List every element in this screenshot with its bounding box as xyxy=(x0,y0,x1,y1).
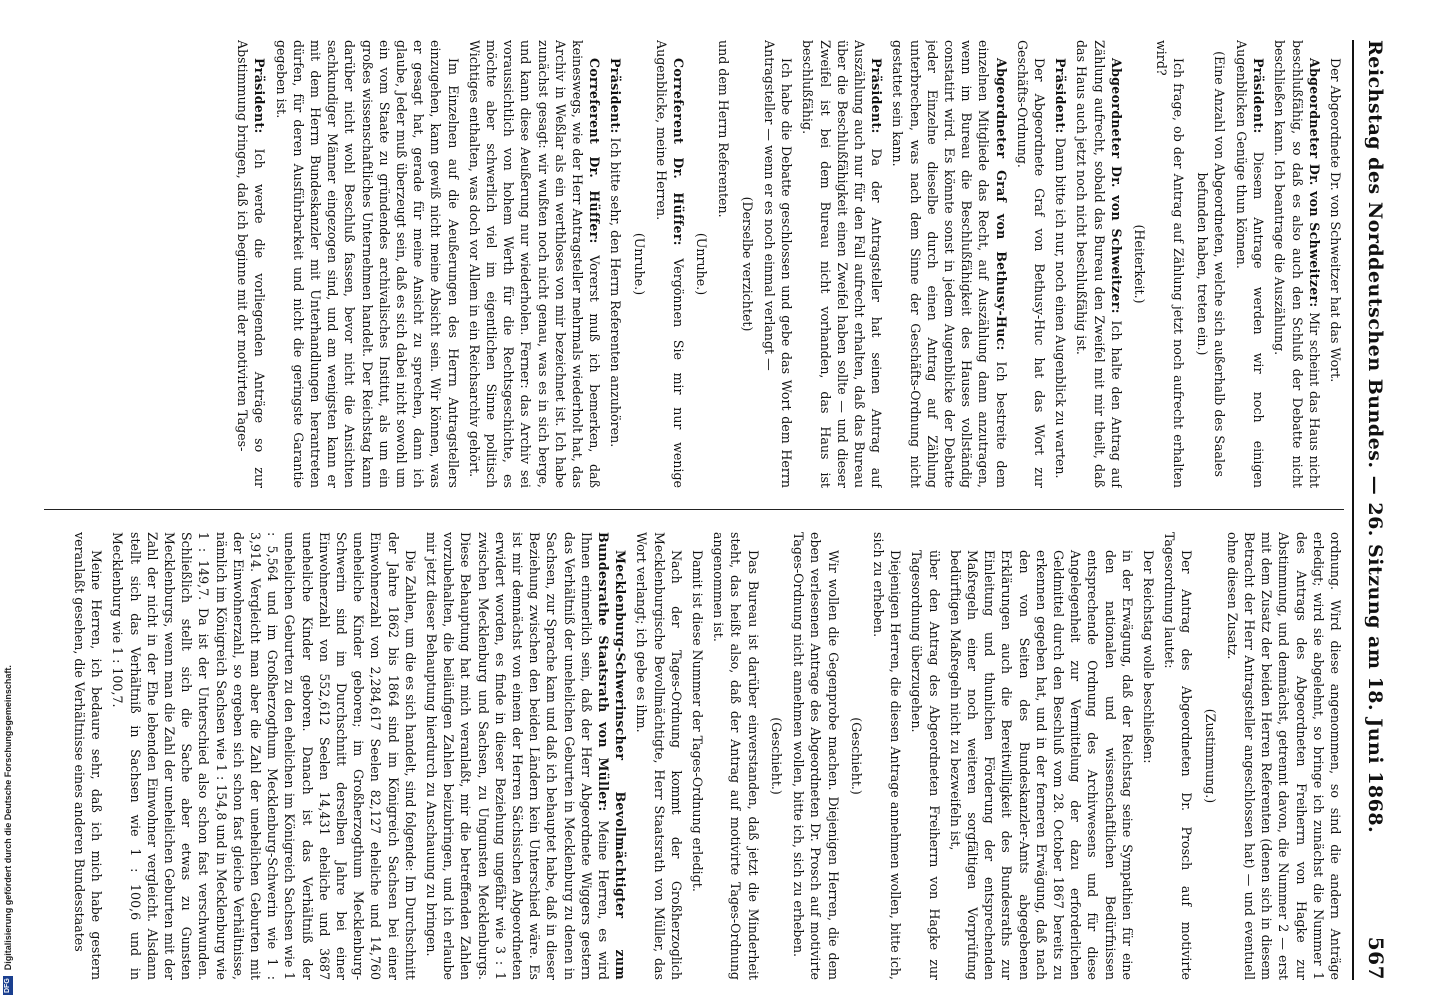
paragraph xyxy=(1153,40,1187,488)
speaker-name: Correferent Dr. Hüffer: xyxy=(671,58,687,246)
speaker-name: Mecklenburg-Schwerinscher Bevollmächtigter zum Bundesrathe Staatsrath von Müller: xyxy=(596,532,629,980)
paragraph xyxy=(1271,40,1323,488)
paragraph-text: Vorerst muß ich bemerken, daß keineswegs, wie der Herr Antragsteller mehrmals wiederholt hat, das Archiv in Weßlar als ein werthloses von mir bezeichnet ist. Ich habe zunächst gesagt: wir wußten noch nicht genau, was es in sich berge, und kann diese Aeußerung nur wiederholen. Ferner: das Archiv sei voraussichtlich von hohem Werth für die Rechtsgeschichte, es möchte aber schwerlich viel im eigentlichen Sinne politisch Wichtiges enthalten, was doch vor Allem in ein Reichsarchiv gehört. xyxy=(466,40,603,488)
paragraph-text: Diesem Antrage werden wir noch einigen Augenblicken Genüge thun können. xyxy=(1233,40,1267,488)
stage-direction xyxy=(1201,532,1218,980)
paragraph-text: Ich werde die vorliegenden Anträge so zur Abstimmung bringen, daß ich beginne mit der motivirten Tages- xyxy=(235,40,268,488)
running-header xyxy=(1352,40,1388,980)
paragraph-text: Ich habe die Debatte geschlossen und gebe das Wort dem Herrn Antragsteller — wenn er es noch einmal verlangt — xyxy=(761,40,795,488)
left-column xyxy=(44,40,1344,488)
speaker-name: Correferent Dr. Hüffer: xyxy=(587,58,603,244)
paragraph-text: Mir scheint das Haus nicht beschlußfähig, so daß es also auch den Schluß der Debatte nicht beschließen kann. Ich beantrage die Auszählung. xyxy=(1272,40,1322,488)
paragraph-text: Ich halte den Antrag auf Zählung aufrecht, sobald das Bureau den Zweifel mit mir theilt, daß das Haus auch jetzt noch nicht beschlußfähig ist. xyxy=(1074,40,1124,488)
paragraph-text: (Zustimmung.) xyxy=(1202,708,1218,804)
credit-text: Digitalisierung gefördert durch die Deutsche Forschungsgemeinschaft. xyxy=(3,665,13,971)
paragraph-text: Wir wollen die Gegenprobe machen. Diejenigen Herren, die dem eben verlesenen Antrage des Abgeordneten Dr. Prosch auf motivirte Tages-Ordnung nicht annehmen wollen, bitte ich, sich zu erheben. xyxy=(791,532,841,980)
paragraph-text: Dann bitte ich nur, noch einen Augenblick zu warten. xyxy=(1053,133,1069,479)
paragraph-text: Meine Herren, es wird Ihnen erinnerlich sein, daß der Herr Abgeordnete Wiggers gestern das Verhältniß der unehelichen Geburten in Mecklenburg zu denen in Sachsen, zur Sprache kam und daß ich behauptet habe, daß in dieser Beziehung zwischen den beiden Ländern kein Unterschied wäre. Es ist mir demnächst von einem der Herren Sächsischen Abgeordneten erwidert worden, es finde in dieser Beziehung ungefähr wie 3 : 1 zwischen Mecklenburg und Sachsen, zu Ungunsten Mecklenburgs. Diese Behauptung hat mich veranlaßt, mir die betreffenden Zahlen vorzubehalten, die beiläufigen Zahlen beizubringen, und ich erlaube mir jetzt dieser Behauptung hierdurch zu Anschauung zu bringen. xyxy=(424,532,612,980)
text-columns xyxy=(44,40,1344,980)
paragraph xyxy=(423,532,629,980)
paragraph xyxy=(761,40,795,488)
dfg-logo: DFG xyxy=(4,978,11,993)
paragraph xyxy=(466,40,604,488)
paragraph xyxy=(710,532,762,980)
column-divider xyxy=(44,509,1344,510)
paragraph xyxy=(1327,40,1344,488)
paragraph-text: über den Antrag des Abgeordneten Freiherrn von Hagke zur Tagesordnung überzugehen. xyxy=(909,550,942,980)
speaker-name: Abgeordneter Dr. von Schweitzer: xyxy=(1108,58,1124,314)
paragraph xyxy=(889,40,1009,488)
paragraph-text: ordnung. Wird diese angenommen, so sind die andern Anträge erledigt; wird sie abgelehnt, so bringe ich zunächst die Nummer 1 des Antrags des Abgeordneten Freiherrn von Hagke zur Abstimmung, und demnächst, getrennt davon, die Nummer 2 — erst mit dem Zusatz der beiden Herren Referenten (denen sich in diesem Betracht der Herr Antragsteller angeschlossen hat) — und eventuell ohne diesen Zusatz. xyxy=(1224,532,1343,980)
paragraph-text: Nach der Tages-Ordnung kommt der Großherzoglich Mecklenburgische Bevollmächtigte, Herr Staatsrath von Müller, das Wort verlangt; ich gebe es ihm. xyxy=(634,532,684,980)
paragraph xyxy=(1224,532,1344,980)
paragraph xyxy=(947,532,1136,980)
paragraph xyxy=(653,40,687,488)
paragraph xyxy=(1140,532,1157,980)
paragraph-text: (Eine Anzahl von Abgeordneten, welche sich außerhalb des Saales befunden haben, treten ein.) xyxy=(1194,51,1227,477)
paragraph-text: Diejenigen Herren, die diesen Antrage annehmen wollen, bitte ich, sich zu erheben. xyxy=(870,532,904,980)
paragraph-text: Da der Antragsteller hat seinen Antrag auf Auszählung auch nur für den Fall aufrecht erhalten, daß das Bureau über die Beschlußfähigkeit einen Zweifel haben sollte — und dieser Zweifel ist bei dem Bureau nicht vorhanden, das Haus ist beschlußfähig. xyxy=(800,40,885,488)
paragraph xyxy=(689,532,706,980)
paragraph-text: Der Reichstag wolle beschließen: xyxy=(1140,550,1156,764)
paragraph xyxy=(790,532,842,980)
paragraph-text: (Derselbe verzichtet) xyxy=(739,196,755,332)
paragraph-text: (Geschieht.) xyxy=(848,717,864,795)
paragraph-text: (Unruhe.) xyxy=(631,232,647,296)
paragraph-text: Meine Herren, ich bedaure sehr, daß ich mich habe gestern veranlaßt gesehen, die Verhältnisse eines anderen Bundesstaates xyxy=(71,532,105,980)
speaker-name: Präsident: xyxy=(608,58,624,134)
paragraph-text: Der Abgeordnete Graf von Bethusy-Huc hat das Wort zur Geschäfts-Ordnung. xyxy=(1014,40,1047,488)
paragraph-text: Der Abgeordnete Dr. von Schweitzer hat das Wort. xyxy=(1328,58,1343,383)
paragraph-text: in der Erwägung, daß der Reichstag seine Sympathien für eine den nationalen und wissenschaftlichen Bedürfnissen entsprechende Ordnung des Archivwesens und für diese Angelegenheit zur Vermittelung der dazu erforderlichen Geldmittel durch den Beschluß vom 28. October 1867 bereits zu erkennen gegeben hat, und in der ferneren Erwägung, daß nach den von Seiten des Bundeskanzler-Amts abgegebenen Erklärungen auch die Bereitwilligkeit des Bundesraths zur Einleitung und thunlichen Förderung der entsprechenden Maßregeln einer noch weiteren sorgfältigen Vorprüfung bedürftigen Maßregeln nicht zu bezweifeln ist, xyxy=(947,550,1135,980)
paragraph-text: Der Antrag des Abgeordneten Dr. Prosch auf motivirte Tagesordnung lautet: xyxy=(1162,532,1195,980)
right-column xyxy=(44,532,1344,980)
paragraph xyxy=(1073,40,1125,488)
paragraph xyxy=(870,532,904,980)
page-number: 567 xyxy=(1364,936,1388,980)
stage-direction xyxy=(1193,40,1227,488)
paragraph xyxy=(272,40,461,488)
paragraph-text: (Geschieht.) xyxy=(768,717,784,795)
paragraph-text: Damit ist diese Nummer der Tages-Ordnung erledigt. xyxy=(690,550,706,892)
paragraph xyxy=(71,532,105,980)
paragraph xyxy=(633,532,685,980)
speaker-name: Präsident: xyxy=(252,58,268,134)
stage-direction xyxy=(630,40,647,488)
paragraph-text: Ich frage, ob der Antrag auf Zählung jetzt noch aufrecht erhalten wird? xyxy=(1154,40,1187,488)
stage-direction xyxy=(1131,40,1148,488)
paragraph xyxy=(234,40,268,488)
header-title: Reichstag des Norddeutschen Bundes. — 26. Sitzung am 18. Juni 1868. xyxy=(1364,40,1386,834)
paragraph-text: Im Einzelnen auf die Aeußerungen des Herrn Antragstellers einzugehen, kann gewiß nicht meine Absicht sein. Wir können, was er gesagt hat, gerade für meine Ansicht zu sprechen, dann ich glaube, Jeder muß überzeugt sein, daß es sich dabei nicht sowohl um ein vom Staate zu gründendes archivalisches Institut, als um ein großes wissenschaftliches Unternehmen handelt. Der Reichstag kann darüber nicht wohl Beschluß fassen, bevor nicht die Ansichten sachkundiger Männer eingezogen sind, und am wenigsten kann er mit dem Herrn Bundeskanzler mit Unterhandlungen herantreten dürfen, für deren Ausführbarkeit und nicht die geringste Garantie gegeben ist. xyxy=(273,40,461,488)
speaker-name: Abgeordneter Dr. von Schweitzer: xyxy=(1306,58,1322,308)
paragraph xyxy=(607,40,624,488)
speaker-name: Abgeordneter Graf von Bethusy-Huc: xyxy=(993,58,1009,351)
digitization-credit xyxy=(1,5,15,995)
paragraph xyxy=(799,40,885,488)
paragraph xyxy=(1052,40,1069,488)
paragraph xyxy=(908,532,942,980)
speaker-name: Präsident: xyxy=(869,58,885,134)
paragraph xyxy=(1233,40,1267,488)
paragraph-text: Ich bestreite dem einzelnen Mitgliede das Recht, auf Auszählung dann anzutragen, wenn im Bureau die Beschlußfähigkeit des Hauses vollständig constatirt wird. Es könnte sonst in jedem Augenblicke der Debatte jeder Einzelne dieselbe durch einen Antrag auf Zählung unterbrechen, was nach dem Sinne der Geschäfts-Ordnung nicht gestattet sein kann. xyxy=(890,40,1009,488)
paragraph-text: Vergönnen Sie mir nur wenige Augenblicke, meine Herren. xyxy=(653,40,687,488)
stage-direction xyxy=(739,40,756,488)
paragraph-text: (Heiterkeit.) xyxy=(1131,224,1147,304)
paragraph-text: Die Zahlen, um die es sich handelt, sind folgende: Im Durchschnitt der Jahre 1862 bis 1864 sind im Königreich Sachsen bei einer Einwohnerzahl von 2,284,617 Seelen 82,127 eheliche und 14,760 uneheliche Kinder geboren; im Großherzogthum Mecklenburg-Schwerin sind im Durchschnitt derselben Jahre bei einer Einwohnerzahl von 552,612 Seelen 14,431 eheliche und 3687 uneheliche Kinder geboren. Danach ist das Verhältniß der unehelichen Geburten zu den ehelichen im Königreich Sachsen wie 1 : 5,564 und im Großherzogthum Mecklenburg-Schwerin wie 1 : 3,914. Vergleicht man aber die Zahl der unehelichen Geburten mit der Einwohnerzahl, so ergeben sich schon fast gleiche Verhältnisse, nämlich im Königreich Sachsen wie 1 : 154,8 und in Mecklenburg wie 1 : 149,7. Da ist der Unterschied also schon fast verschwunden. Schließlich stellt sich die Sache aber etwas zu Gunsten Mecklenburgs, wenn man die Zahl der unehelichen Geburten mit der Zahl der nicht in der Ehe lebenden Einwohner vergleicht. Alsdann stellt sich das Verhältniß in Sachsen wie 1 : 100,6 und in Mecklenburg wie 1 : 100,7. xyxy=(110,532,418,980)
paragraph-text: (Unruhe.) xyxy=(694,232,710,296)
paragraph-text: Ich bitte sehr, den Herrn Referenten anzuhören. xyxy=(608,133,624,448)
speaker-name: Präsident: xyxy=(1251,58,1267,134)
stage-direction xyxy=(768,532,785,980)
speaker-name: Präsident: xyxy=(1053,58,1069,134)
paragraph-text: und dem Herrn Referenten. xyxy=(716,40,732,218)
paragraph xyxy=(1161,532,1195,980)
paragraph xyxy=(715,40,732,488)
paragraph xyxy=(1014,40,1048,488)
stage-direction xyxy=(693,40,710,488)
stage-direction xyxy=(848,532,865,980)
paragraph xyxy=(109,532,419,980)
paragraph-text: Das Bureau ist darüber einverstanden, daß jetzt die Minderheit steht, das heißt also, daß der Antrag auf motivirte Tages-Ordnung angenommen ist. xyxy=(711,532,761,980)
